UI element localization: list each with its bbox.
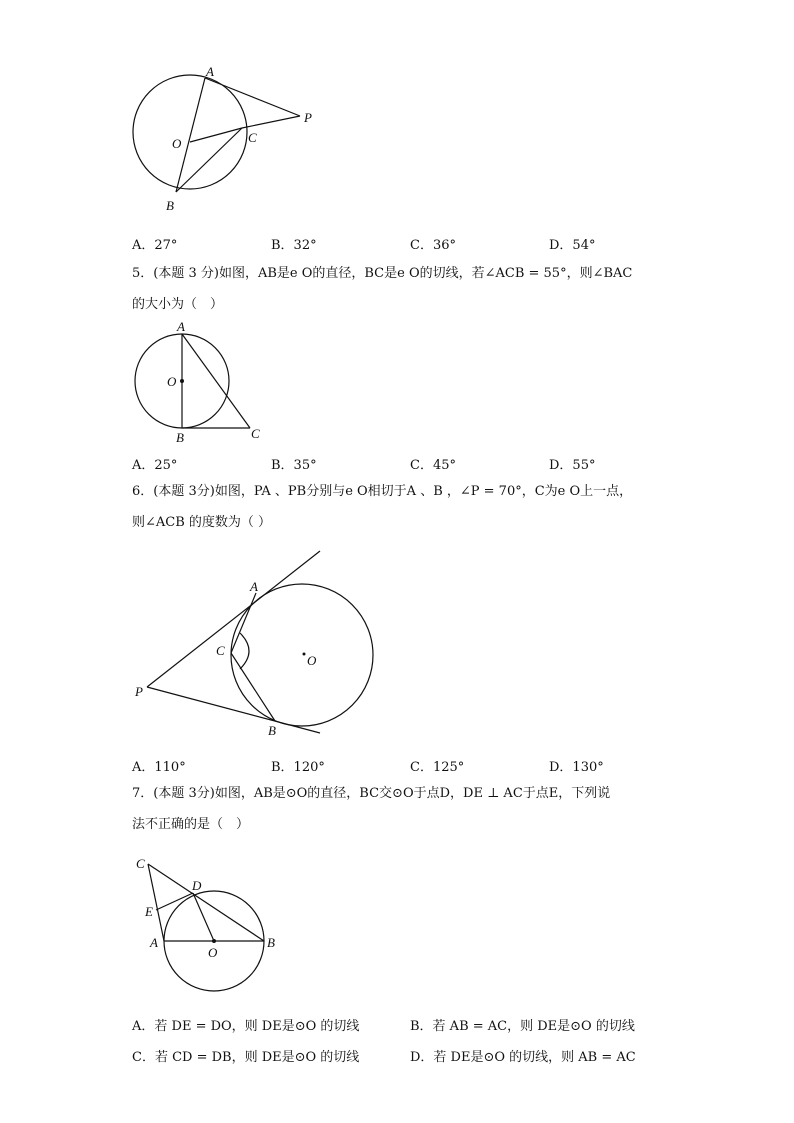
q6-option-a[interactable]: A．110° [132,760,186,775]
q5-option-d[interactable]: D．55° [549,458,596,473]
q6-option-b[interactable]: B．120° [271,760,325,775]
q5-label-b: B [176,430,184,445]
q4-figure [120,62,330,222]
q4-label-p: P [304,110,312,125]
q6-label-o: O [307,653,317,668]
q6-label-b: B [268,723,276,738]
q7-label-e: E [145,904,153,919]
q7-question-line1: 7．(本题 3分)如图，AB是⊙O的直径，BC交⊙O于点D，DE ⊥ AC于点E，下列说 [132,786,611,801]
q7-option-a[interactable]: A．若 DE = DO，则 DE是⊙O 的切线 [132,1019,360,1034]
q7-label-a: A [150,935,158,950]
q7-figure [130,850,290,1000]
q6-question-line2: 则∠ACB 的度数为（ ） [132,515,272,530]
q7-option-d[interactable]: D．若 DE是⊙O 的切线，则 AB = AC [410,1050,636,1065]
q5-option-c[interactable]: C．45° [410,458,456,473]
q6-option-d[interactable]: D．130° [549,760,604,775]
q4-option-d[interactable]: D．54° [549,238,596,253]
q7-label-d: D [192,878,202,893]
q4-label-c: C [248,130,257,145]
q7-label-o: O [208,945,218,960]
q5-label-a: A [177,319,185,334]
q4-option-a[interactable]: A．27° [132,238,178,253]
q7-option-b[interactable]: B．若 AB = AC，则 DE是⊙O 的切线 [410,1019,635,1034]
q6-label-a: A [250,579,258,594]
q6-option-c[interactable]: C．125° [410,760,465,775]
q5-label-c: C [251,426,260,441]
q4-option-c[interactable]: C．36° [410,238,456,253]
q4-label-o: O [172,136,182,151]
q5-question-line2: 的大小为（ ） [132,297,224,312]
q7-label-b: B [267,935,275,950]
q4-label-a: A [206,64,214,79]
q6-question-line1: 6．(本题 3分)如图，PA 、PB分别与e O相切于A 、B ，∠P = 70°，C为e O上一点， [132,484,633,499]
q4-label-b: B [166,198,174,213]
q7-option-c[interactable]: C．若 CD = DB，则 DE是⊙O 的切线 [132,1050,360,1065]
q5-option-b[interactable]: B．35° [271,458,317,473]
q5-option-a[interactable]: A．25° [132,458,178,473]
q6-figure [130,545,390,745]
q7-label-c: C [136,856,145,871]
q6-label-c: C [216,643,225,658]
q5-figure [125,318,275,446]
q5-label-o: O [167,374,177,389]
q5-question-line1: 5．(本题 3 分)如图，AB是e O的直径，BC是e O的切线，若∠ACB = 55°，则∠BAC [132,266,633,281]
q7-question-line2: 法不正确的是（ ） [132,817,250,832]
q4-option-b[interactable]: B．32° [271,238,317,253]
q6-label-p: P [135,684,143,699]
